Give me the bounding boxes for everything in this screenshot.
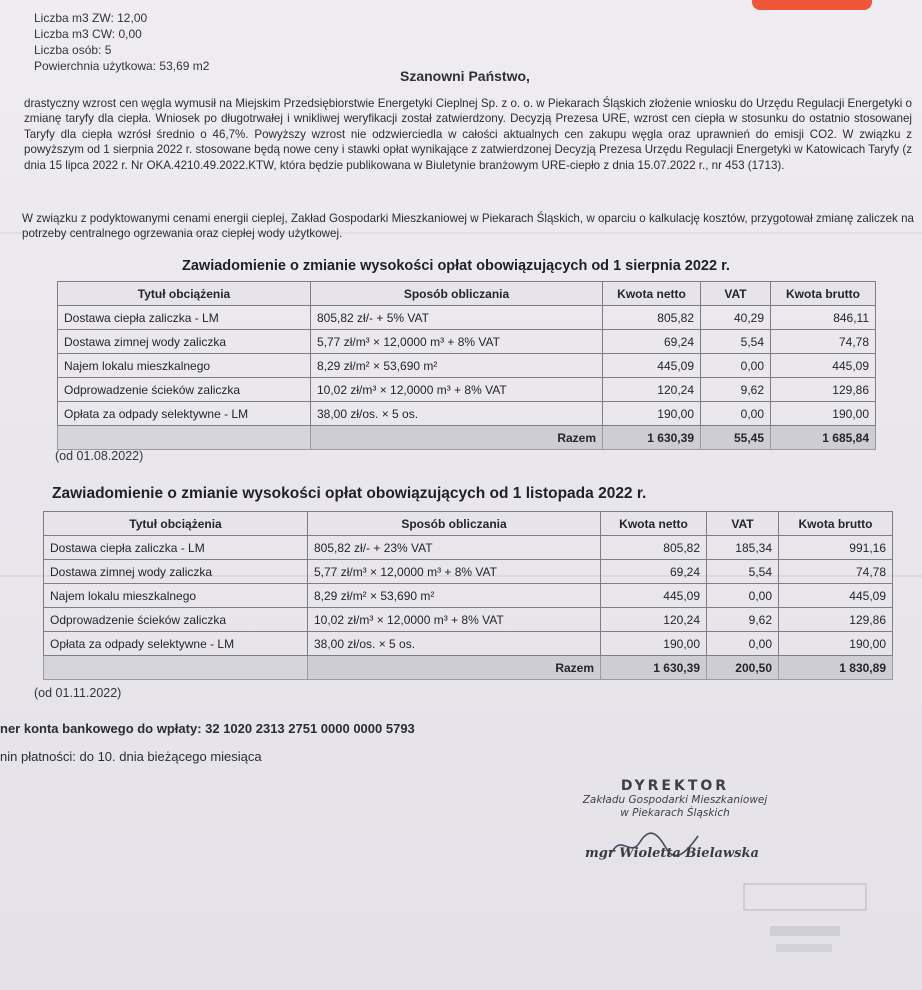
total-row [44, 656, 893, 680]
cell-method: 5,77 zł/m³ × 12,0000 m³ + 8% VAT [311, 330, 603, 354]
cell-title: Dostawa ciepła zaliczka - LM [58, 306, 311, 330]
cell-vat: 40,29 [701, 306, 771, 330]
cell-vat: 5,54 [707, 560, 779, 584]
cell-method: 10,02 zł/m³ × 12,0000 m³ + 8% VAT [308, 608, 601, 632]
total-row [58, 426, 876, 450]
stamp-line: Zakładu Gospodarki Mieszkaniowej [582, 794, 768, 806]
total-vat: 55,45 [701, 426, 771, 450]
col-header-net: Kwota netto [603, 282, 701, 306]
cell-title: Najem lokalu mieszkalnego [58, 354, 311, 378]
cell-title: Najem lokalu mieszkalnego [44, 584, 308, 608]
cell-gross: 190,00 [771, 402, 876, 426]
signature-name: mgr Wioletta Bielawska [585, 846, 759, 861]
col-header-gross: Kwota brutto [779, 512, 893, 536]
cell-title: Opłata za odpady selektywne - LM [58, 402, 311, 426]
total-net: 1 630,39 [603, 426, 701, 450]
total-blank-cell [58, 426, 311, 450]
faded-date-stamp [740, 878, 870, 968]
cell-title: Odprowadzenie ścieków zaliczka [58, 378, 311, 402]
cell-title: Dostawa zimnej wody zaliczka [44, 560, 308, 584]
table-row [44, 608, 893, 632]
cell-title: Dostawa zimnej wody zaliczka [58, 330, 311, 354]
col-header-method: Sposób obliczania [311, 282, 603, 306]
col-header-net: Kwota netto [601, 512, 707, 536]
cell-net: 805,82 [601, 536, 707, 560]
total-label: Razem [308, 656, 601, 680]
table-row [58, 330, 876, 354]
cell-vat: 0,00 [707, 632, 779, 656]
director-stamp [560, 778, 790, 820]
cell-net: 120,24 [603, 378, 701, 402]
cell-title: Dostawa ciepła zaliczka - LM [44, 536, 308, 560]
cell-net: 190,00 [603, 402, 701, 426]
info-line: Liczba osób: 5 [34, 43, 112, 57]
cell-title: Opłata za odpady selektywne - LM [44, 632, 308, 656]
total-vat: 200,50 [707, 656, 779, 680]
table-row [58, 354, 876, 378]
table-header-row [58, 282, 876, 306]
cell-method: 8,29 zł/m² × 53,690 m² [311, 354, 603, 378]
cell-vat: 0,00 [707, 584, 779, 608]
cell-method: 38,00 zł/os. × 5 os. [308, 632, 601, 656]
table-row [44, 632, 893, 656]
cell-vat: 185,34 [707, 536, 779, 560]
cell-net: 805,82 [603, 306, 701, 330]
cell-gross: 190,00 [779, 632, 893, 656]
total-label: Razem [311, 426, 603, 450]
cell-vat: 9,62 [707, 608, 779, 632]
cell-vat: 5,54 [701, 330, 771, 354]
info-line: Powierchnia użytkowa: 53,69 m2 [34, 59, 210, 73]
table-header-row [44, 512, 893, 536]
cell-net: 69,24 [603, 330, 701, 354]
cell-title: Odprowadzenie ścieków zaliczka [44, 608, 308, 632]
cell-method: 38,00 zł/os. × 5 os. [311, 402, 603, 426]
table-row [58, 306, 876, 330]
table-row [44, 560, 893, 584]
cell-method: 805,82 zł/- + 5% VAT [311, 306, 603, 330]
col-header-gross: Kwota brutto [771, 282, 876, 306]
account-info [34, 10, 209, 74]
col-header-method: Sposób obliczania [308, 512, 601, 536]
table-row [58, 378, 876, 402]
info-line: Liczba m3 CW: 0,00 [34, 27, 142, 41]
cell-gross: 74,78 [779, 560, 893, 584]
cell-net: 445,09 [603, 354, 701, 378]
info-line: Liczba m3 ZW: 12,00 [34, 11, 148, 25]
cell-method: 5,77 zł/m³ × 12,0000 m³ + 8% VAT [308, 560, 601, 584]
cell-gross: 445,09 [771, 354, 876, 378]
cell-gross: 445,09 [779, 584, 893, 608]
cell-gross: 129,86 [779, 608, 893, 632]
col-header-title: Tytuł obciążenia [44, 512, 308, 536]
second-paragraph: W związku z podyktowanymi cenami energii cieplej, Zakład Gospodarki Mieszkaniowej w Piekarach Śląskich, w oparciu o kalkulację kosztów, przygotował zmianę zaliczek na potrzeby centralnego ogrzewania oraz ciepłej wody użytkowej. [22, 212, 914, 241]
col-header-vat: VAT [701, 282, 771, 306]
notice-title-november: Zawiadomienie o zmianie wysokości opłat obowiązujących od 1 listopada 2022 r. [52, 485, 647, 502]
stamp-title: DYREKTOR [620, 778, 730, 794]
effective-date-november: (od 01.11.2022) [34, 686, 122, 700]
cell-gross: 74,78 [771, 330, 876, 354]
red-tab-decoration [752, 0, 872, 10]
total-net: 1 630,39 [601, 656, 707, 680]
cell-method: 8,29 zł/m² × 53,690 m² [308, 584, 601, 608]
cell-gross: 991,16 [779, 536, 893, 560]
cell-net: 190,00 [601, 632, 707, 656]
col-header-title: Tytuł obciążenia [58, 282, 311, 306]
table-row [44, 536, 893, 560]
total-blank-cell [44, 656, 308, 680]
payment-term-line: nin płatności: do 10. dnia bieżącego miesiąca [0, 749, 262, 764]
bank-account-line: ner konta bankowego do wpłaty: 32 1020 2313 2751 0000 0000 5793 [0, 721, 415, 736]
cell-vat: 9,62 [701, 378, 771, 402]
fee-table-august [57, 281, 876, 450]
fee-table-november [43, 511, 893, 680]
cell-net: 69,24 [601, 560, 707, 584]
table-row [58, 402, 876, 426]
table-row [44, 584, 893, 608]
intro-paragraph: drastyczny wzrost cen węgla wymusił na Miejskim Przedsiębiorstwie Energetyki Cieplnej Sp. z o. o. w Piekarach Śląskich złożenie wniosku do Urzędu Regulacji Energetyki o zmianę taryfy dla ciepła. Wniosek po długotrwałej i wnikliwej weryfikacji został zatwierdzony. Decyzją Prezesa URE, wzrost cen ciepła w stosunku do ostatnio stosowanej Taryfy dla ciepła wzrósł średnio o 46,7%. Powyższy wzrost nie odzwierciedla w całości aktualnych cen zakupu węgla oraz uprawnień do emisji CO2. W związku z powyższym od 1 sierpnia 2022 r. stosowane będą nowe ceny i stawki opłat wynikające z zatwierdzonej Decyzją Prezesa Urzędu Regulacji Energetyki w Katowicach Taryfy (z dnia 15 lipca 2022 r. Nr OKA.4210.49.2022.KTW, która będzie publikowana w Biuletynie branżowym URE-ciepło z dnia 15.07.2022 r., nr 453 (1713). [24, 97, 912, 172]
cell-net: 445,09 [601, 584, 707, 608]
col-header-vat: VAT [707, 512, 779, 536]
total-gross: 1 685,84 [771, 426, 876, 450]
cell-net: 120,24 [601, 608, 707, 632]
cell-gross: 846,11 [771, 306, 876, 330]
total-gross: 1 830,89 [779, 656, 893, 680]
cell-vat: 0,00 [701, 402, 771, 426]
cell-vat: 0,00 [701, 354, 771, 378]
cell-gross: 129,86 [771, 378, 876, 402]
cell-method: 10,02 zł/m³ × 12,0000 m³ + 8% VAT [311, 378, 603, 402]
cell-method: 805,82 zł/- + 23% VAT [308, 536, 601, 560]
effective-date-august: (od 01.08.2022) [55, 449, 144, 463]
stamp-line: w Piekarach Śląskich [620, 807, 730, 819]
notice-title-august: Zawiadomienie o zmianie wysokości opłat obowiązujących od 1 sierpnia 2022 r. [182, 258, 730, 274]
greeting: Szanowni Państwo, [400, 68, 530, 84]
